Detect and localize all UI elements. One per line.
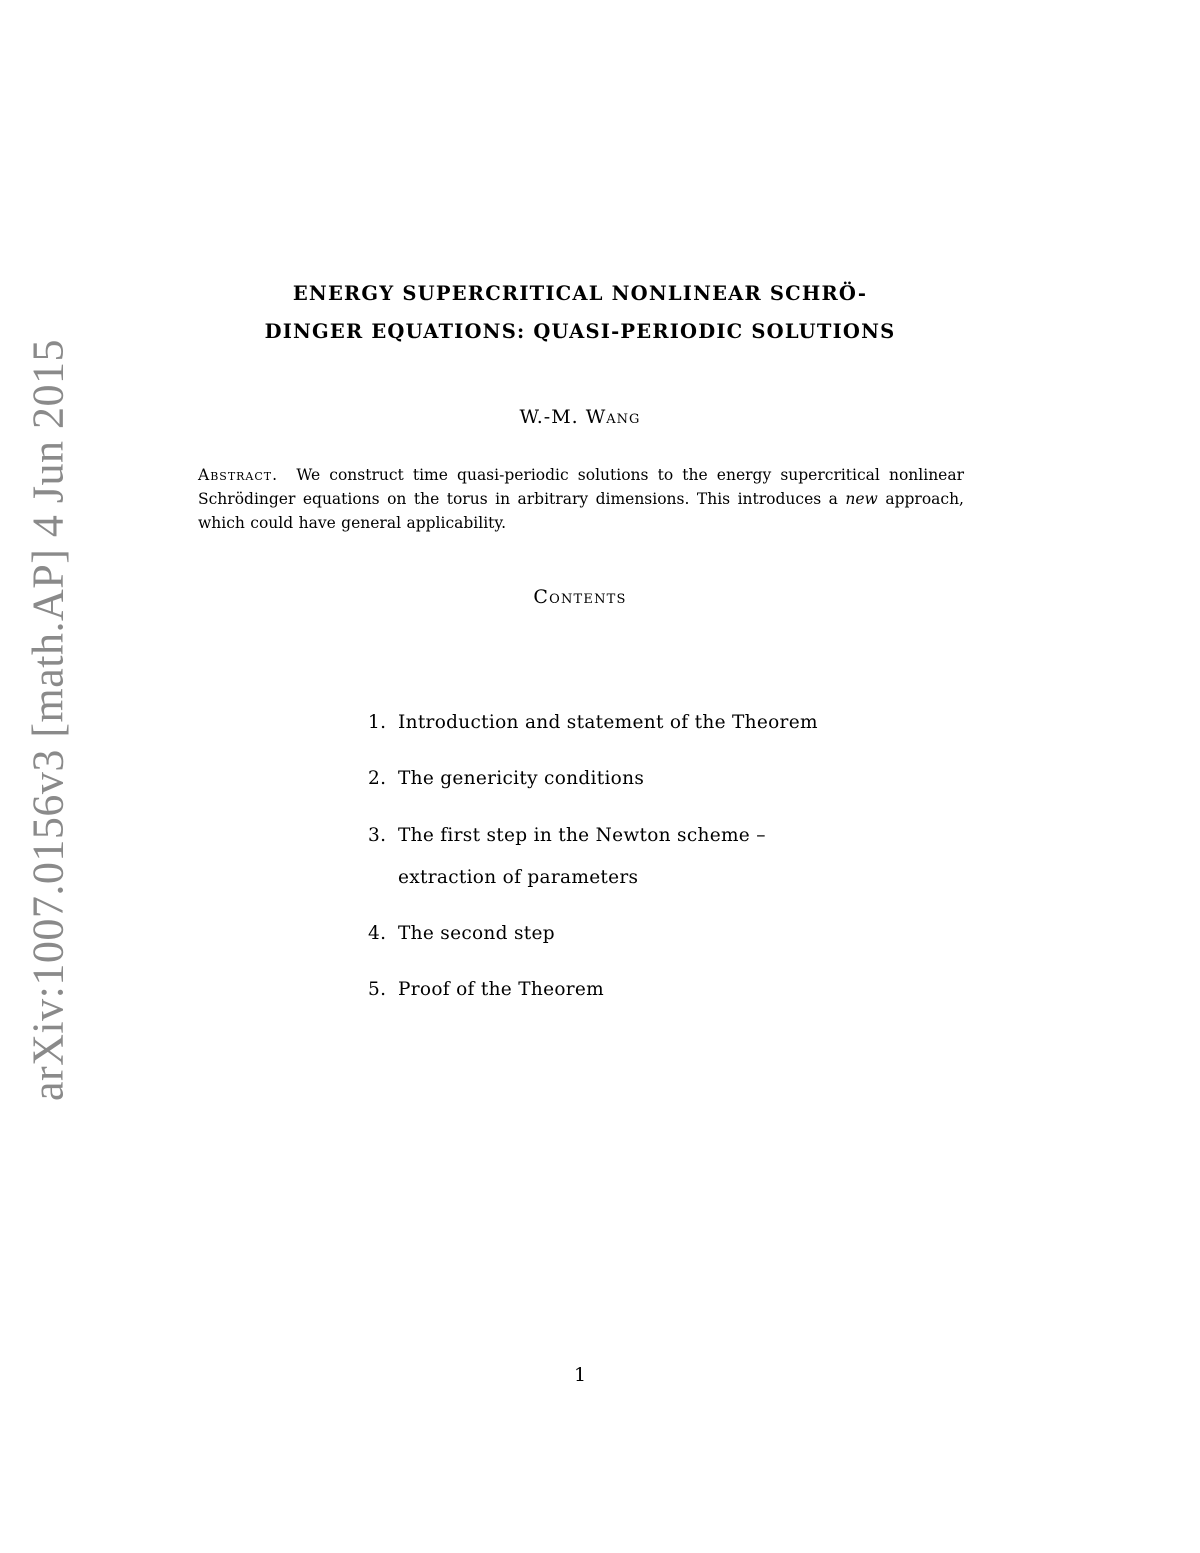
toc-item-1 xyxy=(368,712,818,733)
abstract-label: Abstract. xyxy=(198,466,279,484)
title-line-2: DINGER EQUATIONS: QUASI-PERIODIC SOLUTIONS xyxy=(264,320,896,343)
contents-heading: Contents xyxy=(533,586,627,608)
toc-item-number: 2. xyxy=(368,768,387,789)
toc-item-text: The genericity conditions xyxy=(398,768,645,789)
toc-item-number: 1. xyxy=(368,712,387,733)
toc-item-text: Introduction and statement of the Theorem xyxy=(398,712,818,733)
toc-item-number: 5. xyxy=(368,979,387,1000)
paper-title xyxy=(150,275,1010,351)
toc-item-3 xyxy=(368,825,766,846)
toc-item-4 xyxy=(368,923,555,944)
abstract xyxy=(198,463,964,535)
abstract-emphasis: new xyxy=(845,490,878,508)
title-line-1: ENERGY SUPERCRITICAL NONLINEAR SCHRÖ- xyxy=(292,282,868,305)
arxiv-identifier-stamp: arXiv:1007.0156v3 [math.AP] 4 Jun 2015 xyxy=(23,338,73,1102)
toc-item-text: The first step in the Newton scheme – xyxy=(398,825,766,846)
toc-item-3-continuation: extraction of parameters xyxy=(398,867,639,888)
toc-item-text: The second step xyxy=(398,923,555,944)
toc-item-number: 3. xyxy=(368,825,387,846)
page-number: 1 xyxy=(573,1364,587,1386)
toc-item-text: Proof of the Theorem xyxy=(398,979,605,1000)
abstract-text-end: approach, which could have general applicability. xyxy=(198,490,964,532)
abstract-text: We construct time quasi-periodic solutions to the energy supercritical nonlinear Schrödinger equations on the torus in arbitrary dimensions. This introduces a xyxy=(198,466,965,508)
toc-item-number: 4. xyxy=(368,923,387,944)
toc-item-5 xyxy=(368,979,604,1000)
toc-item-2 xyxy=(368,768,644,789)
author-name: W.-M. Wang xyxy=(519,406,641,428)
